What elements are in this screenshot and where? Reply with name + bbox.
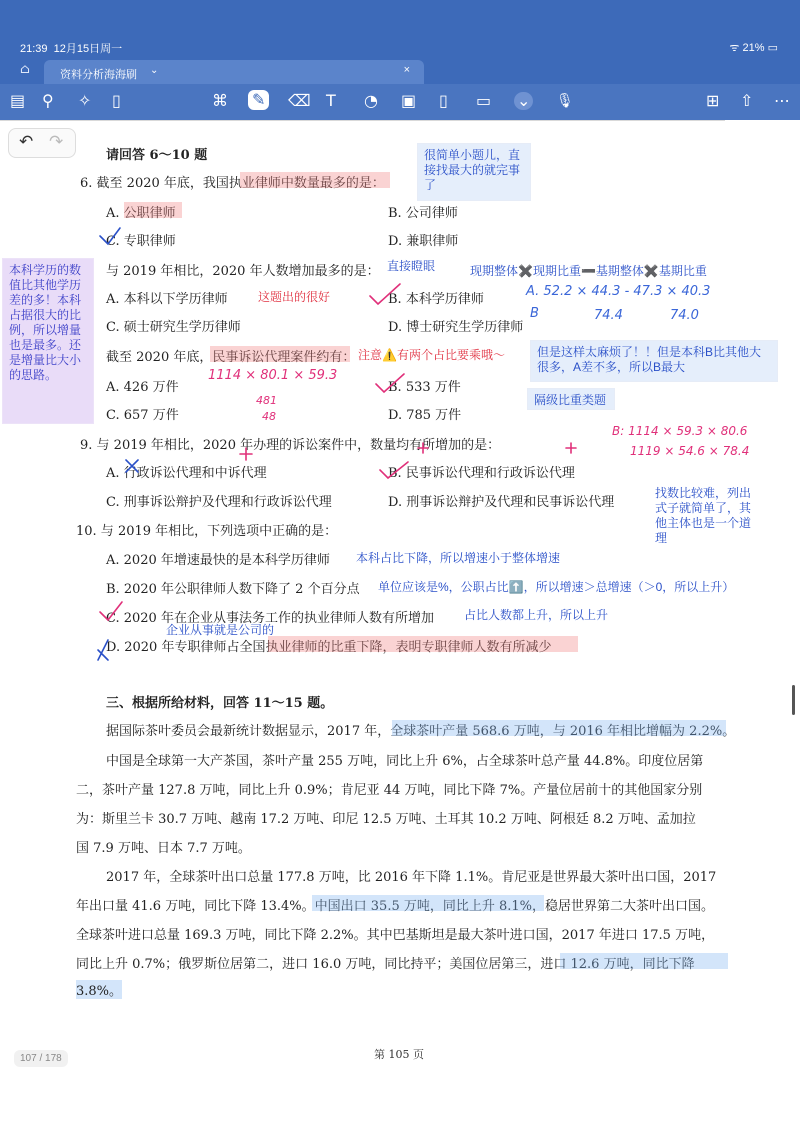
textbox-icon[interactable]: T: [326, 91, 336, 110]
question-8: 截至 2020 年底，民事诉讼代理案件约有：: [106, 350, 356, 365]
annotation-10c: 占比人数都上升，所以上升: [464, 608, 609, 622]
tab-title: 资料分析海海刷: [60, 69, 137, 81]
eraser-icon[interactable]: ⌫: [288, 91, 311, 110]
page-number: 第 105 页: [374, 1048, 424, 1061]
note-icon[interactable]: ▭: [476, 91, 492, 110]
passage-line: 为：斯里兰卡 30.7 万吨、越南 17.2 万吨、印尼 12.5 万吨、土耳其 10.2 万吨、阿根廷 8.2 万吨、孟加拉: [76, 812, 696, 827]
annotation-direct: 直接瞪眼: [387, 259, 436, 273]
pen-icon[interactable]: ✎: [248, 90, 269, 110]
passage-line: 2017 年，全球茶叶出口总量 177.8 万吨，比 2016 年下降 1.1%。肯尼亚是世界最大茶叶出口国，2017: [106, 870, 717, 885]
option-8c: C. 657 万件: [106, 408, 179, 423]
option-9b: B. 民事诉讼代理和行政诉讼代理: [388, 466, 575, 481]
annotation-warning: 注意⚠️有两个占比要乘哦～: [358, 348, 505, 362]
annotation-10c-company: 企业从事就是公司的: [166, 623, 275, 637]
option-9d: D. 刑事诉讼辩护及代理和民事诉讼代理: [388, 495, 615, 510]
note-left-explanation[interactable]: 本科学历的数值比其他学历差的多！本科占据很大的比例，所以增量也是最多。还是增量比大小的思路。: [2, 258, 94, 424]
option-9a: A. 行政诉讼代理和中诉代理: [106, 466, 267, 481]
option-9c: C. 刑事诉讼辩护及代理和行政诉讼代理: [106, 495, 332, 510]
status-battery: ᯤ 21% ▭: [729, 42, 778, 54]
note-find-numbers[interactable]: 找数比较难，列出式子就简单了，其他主体也是一个道理: [655, 486, 752, 545]
home-icon[interactable]: ⌂: [20, 62, 30, 77]
scrollbar[interactable]: [792, 685, 795, 715]
option-6b: B. 公司律师: [388, 206, 458, 221]
annotation-10a: 本科占比下降，所以增速小于整体增速: [356, 551, 561, 565]
annotation-good-question: 这题出的很好: [258, 290, 331, 304]
question-10: 10. 与 2019 年相比，下列选项中正确的是：: [76, 524, 338, 539]
note-compare[interactable]: 但是这样太麻烦了！！但是本科B比其他大很多，A差不多，所以B最大: [530, 340, 778, 382]
annotation-10b: 单位应该是%，公职占比⬆️，所以增速＞总增速（＞0，所以上升）: [378, 580, 735, 594]
option-6a: A. 公职律师: [106, 206, 176, 221]
chevron-down-icon[interactable]: ⌄: [150, 65, 159, 76]
sparkle-icon[interactable]: ✧: [78, 91, 92, 110]
document-icon[interactable]: ▯: [112, 91, 121, 110]
note-ratio-type[interactable]: 隔级比重类题: [527, 388, 615, 410]
more-options-icon[interactable]: ⋯: [774, 91, 790, 110]
handwriting-calc-a: A. 52.2 × 44.3 - 47.3 × 40.3: [526, 284, 711, 299]
option-10a: A. 2020 年增速最快的是本科学历律师: [106, 553, 330, 568]
option-7b: B. 本科学历律师: [388, 292, 484, 307]
question-9: 9. 与 2019 年相比，2020 年办理的诉讼案件中，数量均有所增加的是：: [80, 438, 501, 453]
passage-line: 国 7.9 万吨、日本 7.7 万吨。: [76, 841, 251, 856]
option-8b: B. 533 万件: [388, 380, 461, 395]
option-6c: C. 专职律师: [106, 234, 176, 249]
passage-line: 中国是全球第一大产茶国，茶叶产量 255 万吨，同比上升 6%，占全球茶叶总产量 44.8%。印度位居第: [106, 754, 704, 769]
section-prompt: 请回答 6～10 题: [106, 148, 208, 163]
sidebar-icon[interactable]: ▤: [10, 91, 26, 110]
option-10d: D. 2020 年专职律师占全国执业律师的比重下降，表明专职律师人数有所减少: [106, 640, 552, 655]
option-6d: D. 兼职律师: [388, 234, 459, 249]
status-time: 21:39 12月15日周一: [20, 43, 123, 55]
handwriting-calc-b: B: 1114 × 59.3 × 80.6: [612, 424, 748, 438]
share-icon[interactable]: ⇧: [740, 91, 754, 110]
annotation-formula: 现期整体✖️现期比重➖基期整体✖️基期比重: [470, 264, 707, 278]
handwriting-calc-b: B: [530, 306, 539, 321]
mic-icon[interactable]: 🎙: [556, 93, 574, 109]
option-7c: C. 硕士研究生学历律师: [106, 320, 241, 335]
lasso-icon[interactable]: ⌘: [212, 91, 228, 110]
section-3-heading: 三、根据所给材料，回答 11～15 题。: [106, 696, 334, 711]
option-8a: A. 426 万件: [106, 380, 179, 395]
page-indicator[interactable]: 107 / 178: [14, 1050, 68, 1067]
question-6: 6. 截至 2020 年底，我国执业律师中数量最多的是：: [80, 176, 385, 191]
add-page-icon[interactable]: ⊞: [706, 91, 720, 110]
option-10b: B. 2020 年公职律师人数下降了 2 个百分点: [106, 582, 360, 597]
passage-line: 年出口量 41.6 万吨，同比下降 13.4%。中国出口 35.5 万吨，同比上升 8.1%，稳居世界第二大茶叶出口国。: [76, 899, 715, 914]
option-7a: A. 本科以下学历律师: [106, 292, 228, 307]
image-icon[interactable]: ▣: [401, 91, 417, 110]
passage-line: 据国际茶叶委员会最新统计数据显示，2017 年，全球茶叶产量 568.6 万吨，与 2016 年相比增幅为 2.2%。: [106, 724, 736, 739]
handwriting-value: 74.4: [594, 308, 623, 323]
handwriting-value: 48: [262, 410, 276, 423]
passage-line: 同比上升 0.7%；俄罗斯位居第二，进口 16.0 万吨，同比持平；美国位居第三，进口 12.6 万吨，同比下降: [76, 957, 695, 972]
shapes-icon[interactable]: ◔: [364, 91, 378, 110]
handwriting-value: 481: [256, 394, 277, 407]
chevron-down-icon[interactable]: ⌄: [514, 92, 533, 110]
option-10c: C. 2020 年在企业从事法务工作的执业律师人数有所增加: [106, 611, 434, 626]
redo-icon[interactable]: ↷: [49, 132, 64, 152]
passage-line: 全球茶叶进口总量 169.3 万吨，同比下降 2.2%。其中巴基斯坦是最大茶叶进口国，2017 年进口 17.5 万吨，: [76, 928, 715, 943]
handwriting-calc-q8: 1114 × 80.1 × 59.3: [208, 368, 338, 383]
option-7d: D. 博士研究生学历律师: [388, 320, 524, 335]
close-icon[interactable]: ×: [403, 64, 410, 76]
option-8d: D. 785 万件: [388, 408, 462, 423]
undo-icon[interactable]: ↶: [19, 132, 34, 152]
handwriting-calc-b2: 1119 × 54.6 × 78.4: [630, 444, 750, 458]
search-icon[interactable]: ⚲: [42, 91, 54, 110]
copy-icon[interactable]: ▯: [439, 91, 448, 110]
wifi-icon: ᯤ: [729, 42, 740, 54]
passage-line: 二，茶叶产量 127.8 万吨，同比上升 0.9%；肯尼亚 44 万吨，同比下降 7%。产量位居前十的其他国家分别: [76, 783, 703, 798]
passage-line: 3.8%。: [76, 980, 122, 999]
question-7: 与 2019 年相比，2020 年人数增加最多的是：: [106, 264, 380, 279]
note-simple-question[interactable]: 很简单小题儿，直接找最大的就完事了: [417, 143, 531, 201]
handwriting-value: 74.0: [670, 308, 699, 323]
